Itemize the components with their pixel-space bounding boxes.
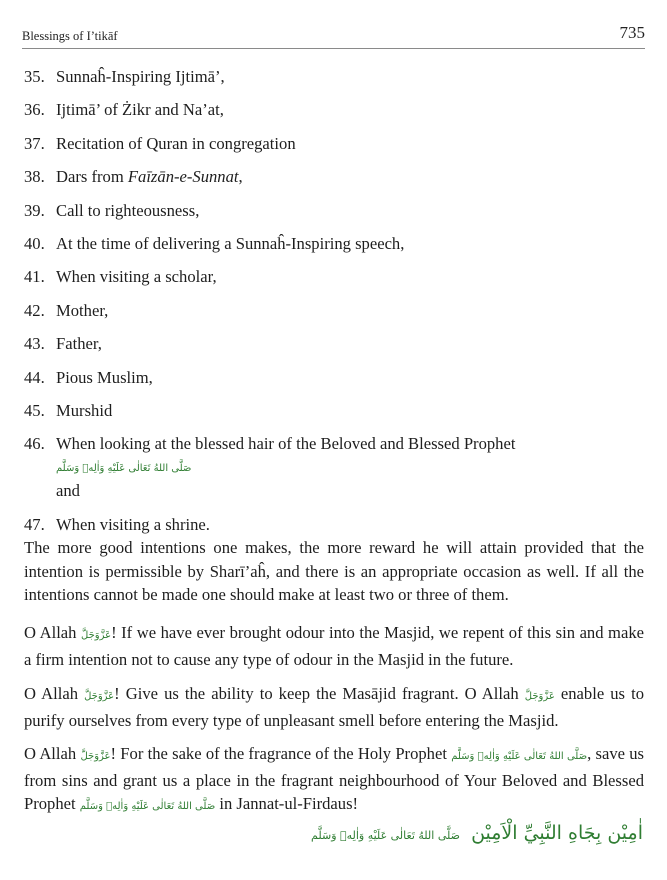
paragraph-text: O Allah [24, 623, 82, 642]
list-item [24, 99, 644, 121]
azza-wa-jal-glyph: عَزَّوَجَلَّ [81, 630, 112, 641]
azza-wa-jal-glyph: عَزَّوَجَلَّ [524, 691, 555, 702]
intentions-list [24, 66, 644, 547]
item-text: Sunnaĥ-Inspiring Ijtimā’, [56, 67, 225, 86]
item-text: When visiting a shrine. [56, 514, 210, 534]
paragraph-text: , save us from sins and grant us a place in the fragrant neighbourhood of Your Beloved and Blessed Prophet [24, 744, 644, 813]
paragraph-text: enable us to purify ourselves from every type of unpleasant smell before entering the Masjid. [24, 684, 644, 730]
item-text: Dars from [56, 167, 128, 187]
item-text: Ijtimā’ of Żikr and Na’at, [56, 100, 224, 120]
paragraph-text: O Allah [24, 744, 81, 763]
running-title: Blessings of I’tikāf [22, 29, 118, 43]
item-number: 45. [24, 400, 45, 420]
item-text: Mother, [56, 300, 109, 320]
item-number: 38. [24, 167, 45, 187]
page-number: 735 [619, 23, 645, 42]
item-text: Call to righteousness, [56, 200, 200, 220]
paragraph-fragrance [24, 682, 644, 732]
paragraph-repentance [24, 621, 644, 671]
paragraph-intentions: The more good intentions one makes, the more reward he will attain provided that the intention is permissible by Sharī’aĥ, and there is an appropriate occasion as well. If all the intentions cannot be made one should make at least two or three of them. [24, 538, 644, 604]
item-number: 35. [24, 67, 45, 86]
book-title: Faīzān-e-Sunnat [127, 167, 239, 187]
item-number: 36. [24, 100, 45, 120]
list-item [24, 166, 644, 188]
item-text-continuation: and [56, 481, 80, 501]
item-number: 37. [24, 133, 45, 153]
list-item [24, 133, 644, 155]
list-item [24, 433, 644, 502]
list-item [24, 200, 644, 222]
item-text: Recitation of Quran in congregation [56, 133, 296, 153]
paragraph-text: ! If we have ever brought odour into the Masjid, we repent of this sin and make a firm intention not to cause any type of odour in the Masjid in the future. [24, 623, 644, 669]
item-number: 39. [24, 200, 45, 220]
item-number: 46. [24, 434, 45, 454]
salawat-glyph: صَلَّى اللهُ تَعَالٰى عَلَيْهِ وَاٰلِهٖ وَسَلَّم [79, 801, 216, 812]
list-item [24, 233, 644, 255]
paragraph-text: ! For the sake of the fragrance of the Holy Prophet [110, 744, 452, 763]
item-number: 44. [24, 367, 45, 387]
salawat-glyph: صَلَّى اللهُ تَعَالٰى عَلَيْهِ وَاٰلِهٖ وَسَلَّم [451, 751, 588, 762]
list-item [24, 300, 644, 322]
list-item [24, 333, 644, 355]
paragraph-text: in Jannat-ul-Firdaus! [215, 794, 359, 813]
paragraph-text: ! Give us the ability to keep the Masājid fragrant. O Allah [114, 684, 525, 703]
salawat-glyph: صَلَّى اللهُ تَعَالٰى عَلَيْهِ وَاٰلِهٖ وَسَلَّم [56, 463, 192, 475]
closing-dua [311, 822, 643, 844]
item-text: Father, [56, 334, 102, 354]
paragraph-prayer [24, 742, 644, 819]
salawat-glyph: صَلَّى اللهُ تَعَالٰى عَلَيْهِ وَاٰلِهٖ وَسَلَّم [311, 829, 460, 842]
item-text: When visiting a scholar, [56, 267, 217, 287]
item-number: 43. [24, 334, 45, 354]
item-text: Pious Muslim, [56, 367, 153, 387]
azza-wa-jal-glyph: عَزَّوَجَلَّ [80, 751, 111, 762]
item-number: 40. [24, 233, 45, 253]
item-text: When looking at the blessed hair of the Beloved and Blessed Prophet [56, 434, 516, 454]
list-item [24, 66, 644, 88]
item-number: 41. [24, 267, 45, 287]
list-item [24, 514, 644, 536]
item-number: 47. [24, 514, 45, 534]
item-number: 42. [24, 300, 45, 320]
list-item [24, 367, 644, 389]
ameen-text: اٰمِيْن بِجَاهِ النَّبِيِّ الْاَمِيْن [471, 822, 643, 844]
item-text: At the time of delivering a Sunnaĥ-Inspiring speech, [56, 233, 405, 253]
list-item [24, 400, 644, 422]
item-text-end: , [238, 167, 243, 187]
item-text: Murshid [56, 400, 113, 420]
azza-wa-jal-glyph: عَزَّوَجَلَّ [84, 691, 115, 702]
list-item [24, 266, 644, 288]
page-header [22, 20, 645, 49]
paragraph-text: O Allah [24, 684, 85, 703]
